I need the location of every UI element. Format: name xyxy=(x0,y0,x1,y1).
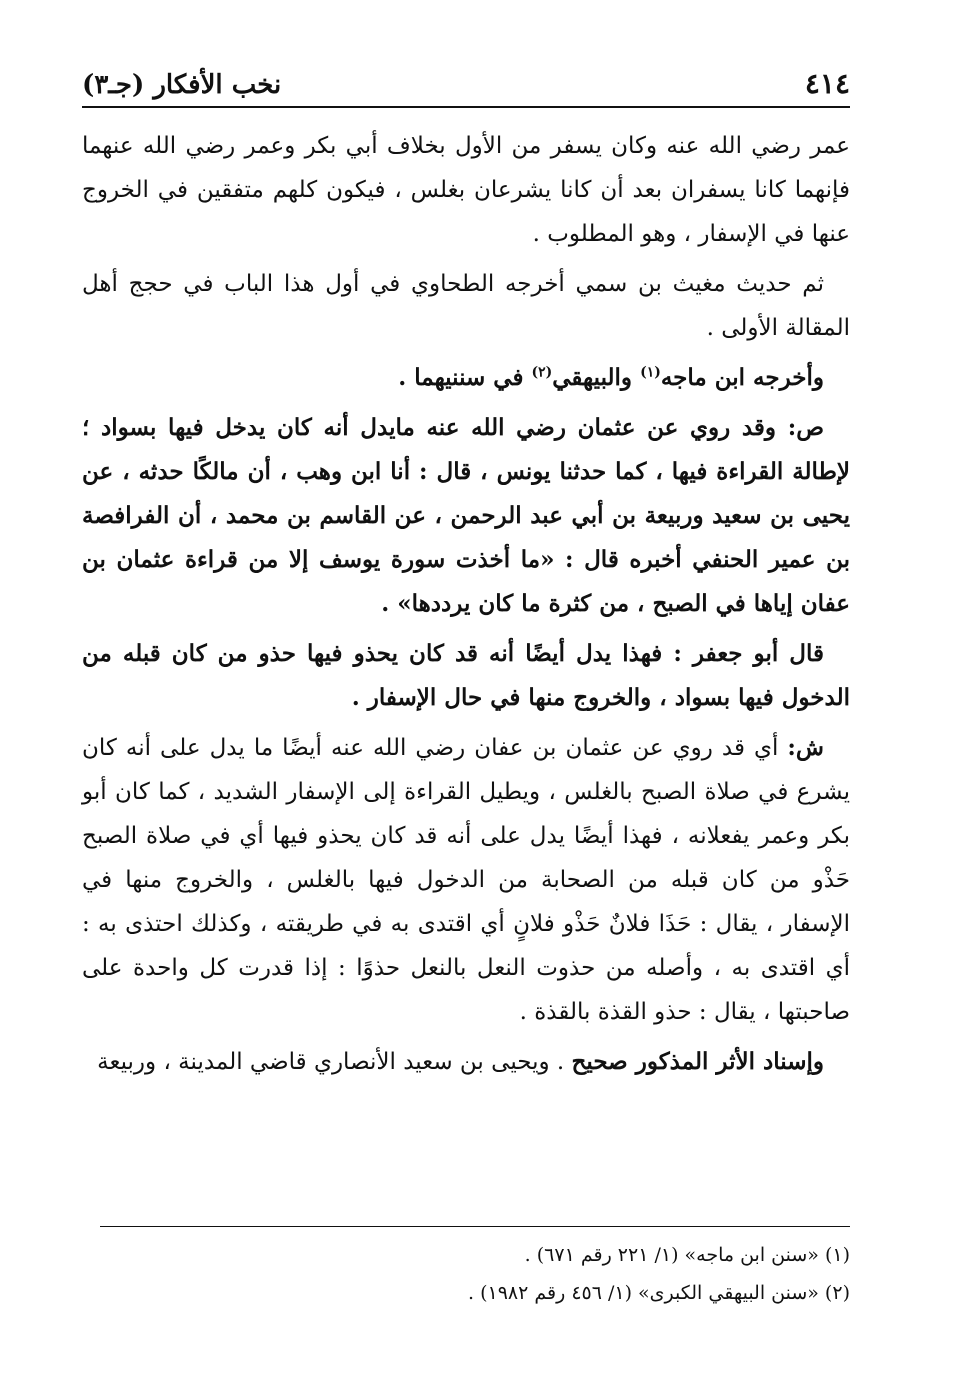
main-text xyxy=(82,124,850,1090)
book-title: نخب الأفكار (جـ٣) xyxy=(82,70,282,100)
p3-text-a: وأخرجه ابن ماجه xyxy=(660,364,824,391)
p7-text: . ويحيى بن سعيد الأنصاري قاضي المدينة ، وربيعة xyxy=(97,1049,572,1075)
footnote-2: (٢) «سنن البيهقي الكبرى» (١/ ٤٥٦ رقم ١٩٨٢) . xyxy=(468,1282,850,1304)
paragraph-1: عمر رضي الله عنه وكان يسفر من الأول بخلاف أبي بكر وعمر رضي الله عنهما فإنهما كانا يسفران بعد أن كانا يشرعان بغلس ، فيكون كلهم متفقين في الخروج عنها في الإسفار ، وهو المطلوب . xyxy=(82,133,851,247)
page-number: ٤١٤ xyxy=(804,67,850,100)
p3-text-c: في سننيهما . xyxy=(398,364,532,391)
footnote-1: (١) «سنن ابن ماجه» (١/ ٢٢١ رقم ٦٧١) . xyxy=(524,1244,850,1266)
paragraph-4 xyxy=(82,406,850,626)
paragraph-2: ثم حديث مغيث بن سمي أخرجه الطحاوي في أول هذا الباب في حجج أهل المقالة الأولى . xyxy=(82,271,850,341)
shin-marker: ش: xyxy=(787,734,824,761)
paragraph-6 xyxy=(82,726,850,1034)
p6-text: أي قد روي عن عثمان بن عفان رضي الله عنه أيضًا ما يدل على أنه كان يشرع في صلاة الصبح بالغلس ، ويطيل القراءة إلى الإسفار الشديد ، كما كان أبو بكر وعمر يفعلانه ، فهذا أيضًا يدل على أنه قد كان يحذو فيها أي في صلاة الصبح حَذْو من كان قبله من الصحابة من الدخول فيها بالغلس ، والخروج منها في الإسفار ، يقال : حَذَا فلانٌ حَذْو فلانٍ أي اقتدى به في طريقته ، وكذلك احتذى به : أي اقتدى به ، وأصله من حذوت النعل بالنعل حذوًا : إذا قدرت كل واحدة على صاحبتها ، يقال : حذو القذة بالقذة . xyxy=(82,735,850,1025)
paragraph-7 xyxy=(82,1040,850,1084)
sad-marker: ص: xyxy=(787,414,824,441)
footnotes xyxy=(82,1236,850,1312)
header-rule xyxy=(82,106,850,108)
p3-text-b: والبيهقي xyxy=(552,364,641,391)
paragraph-5: قال أبو جعفر : فهذا يدل أيضًا أنه قد كان يحذو فيها حذو من كان قبله من الدخول فيها بسواد ، والخروج منها في حال الإسفار . xyxy=(82,640,850,711)
footnote-ref-1: (١) xyxy=(640,364,661,381)
paragraph-3 xyxy=(82,356,850,400)
p4-text: وقد روي عن عثمان رضي الله عنه مايدل أنه كان يدخل فيها بسواد ؛ لإطالة القراءة فيها ، كما حدثنا يونس ، قال : أنا ابن وهب ، أن مالكًا حدثه ، عن يحيى بن سعيد وربيعة بن أبي عبد الرحمن ، عن القاسم بن محمد ، أن الفرافصة بن عمير الحنفي أخبره قال : «ما أخذت سورة يوسف إلا من قراءة عثمان بن عفان إياها في الصبح ، من كثرة ما كان يرددها» . xyxy=(82,414,850,617)
p7-bold: وإسناد الأثر المذكور صحيح xyxy=(571,1048,824,1075)
footnote-rule xyxy=(100,1226,850,1227)
footnote-ref-2: (٢) xyxy=(531,364,553,381)
page-header xyxy=(82,60,850,100)
